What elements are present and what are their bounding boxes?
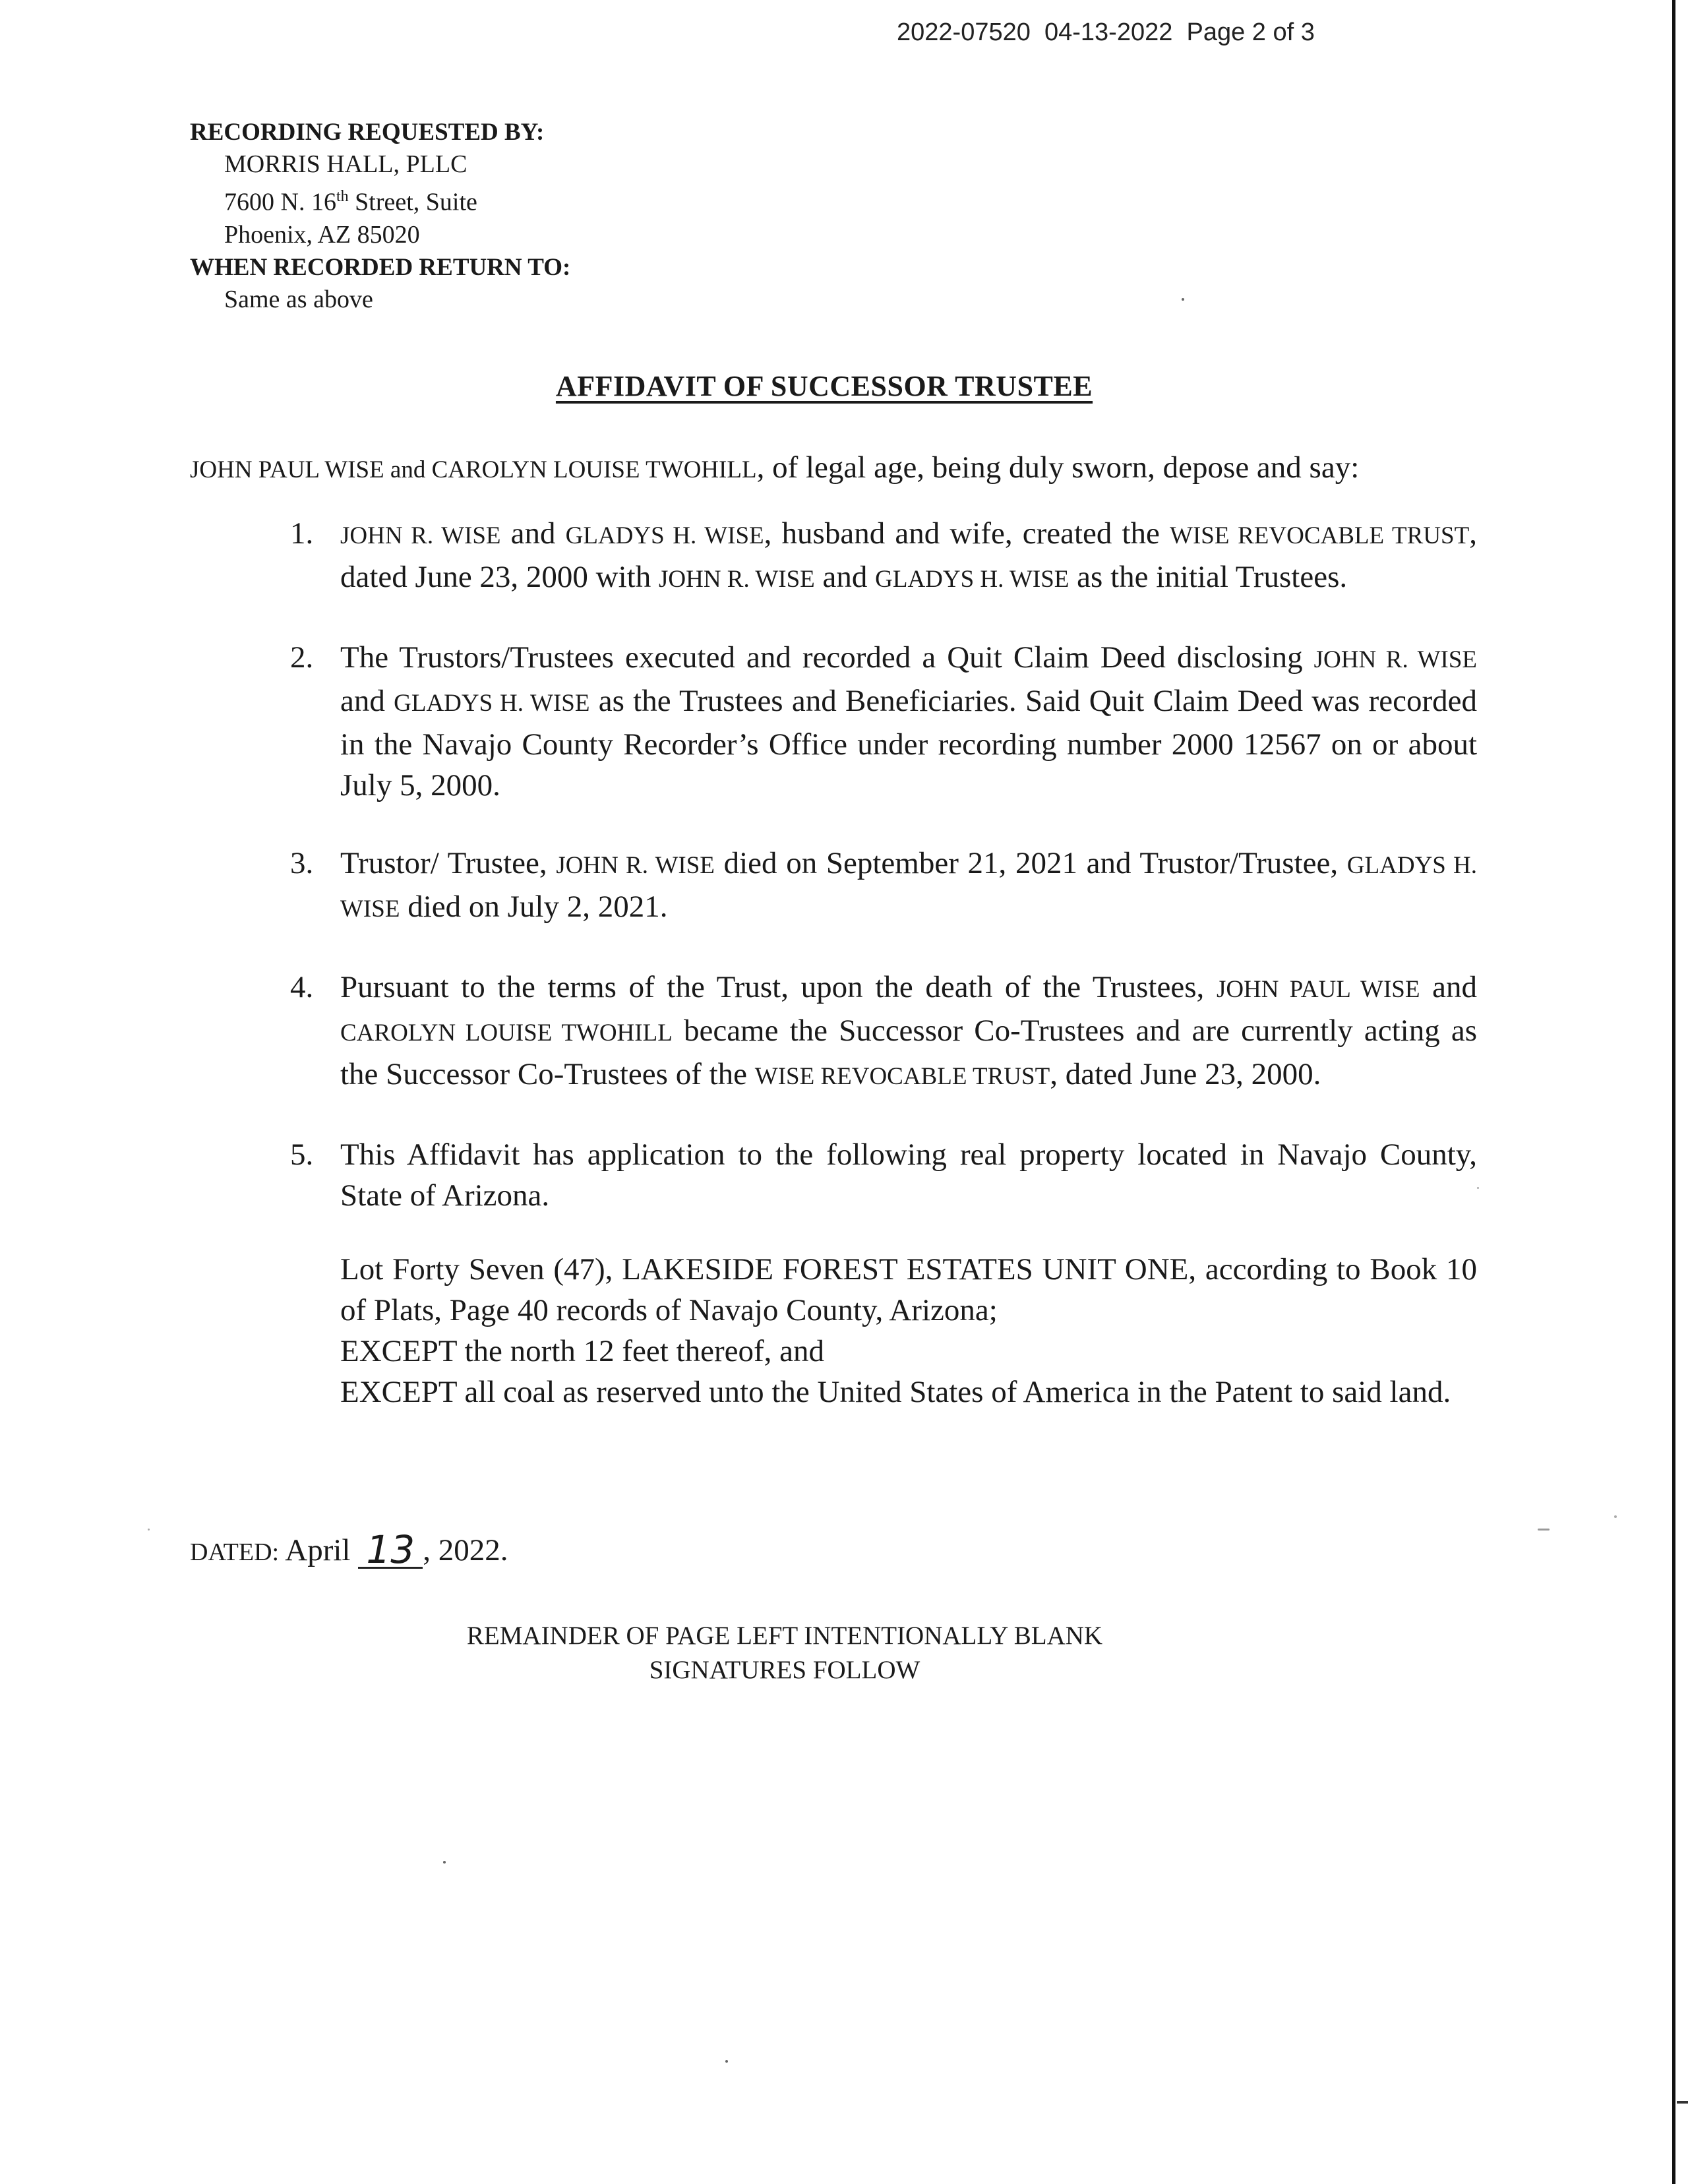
intro-text: , of legal age, being duly sworn, depose and say: [756, 450, 1360, 485]
item-number: 1. [290, 516, 314, 551]
intro-paragraph [190, 450, 1509, 485]
item-text-segment: died on September 21, 2021 and Trustor/Trustee, [714, 846, 1347, 880]
party-name: CAROLYN LOUISE TWOHILL [340, 1019, 673, 1046]
firm-name: MORRIS HALL, PLLC [224, 150, 467, 178]
document-number: 2022-07520 [897, 18, 1031, 46]
legal-description-line: EXCEPT all coal as reserved unto the United States of America in the Patent to said land. [340, 1375, 1451, 1409]
item-text-segment: , dated June 23, 2000 with [340, 516, 1477, 594]
item-text-segment: as the Trustees and Beneficiaries. Said Quit Claim Deed was recorded in the Navajo County Recorder’s Office under recording number 2000 12567 on or about July 5, 2000. [340, 684, 1477, 803]
item-text-segment: as the initial Trustees. [1069, 560, 1348, 594]
scan-speck [1538, 1529, 1550, 1531]
document-title: AFFIDAVIT OF SUCCESSOR TRUSTEE [555, 370, 1093, 402]
item-text-segment: Trustor/ Trustee, [340, 846, 557, 880]
legal-description-line: EXCEPT the north 12 feet thereof, and [340, 1334, 824, 1368]
handwritten-day: 13 [358, 1532, 423, 1569]
recording-date: 04-13-2022 [1044, 18, 1173, 46]
dated-line [190, 1527, 508, 1572]
party-name: GLADYS H. WISE [340, 852, 1478, 923]
item-text [340, 513, 1477, 600]
affidavit-item [277, 967, 1477, 1097]
dated-month: April [279, 1533, 359, 1567]
item-text-segment: and [340, 684, 394, 718]
item-text-segment: and [814, 560, 876, 594]
scan-speck [1477, 1187, 1479, 1189]
signatures-follow-line: SIGNATURES FOLLOW [649, 1656, 920, 1684]
street-rest: Street, Suite [348, 188, 477, 216]
affiant-names: JOHN PAUL WISE and CAROLYN LOUISE TWOHILL [190, 456, 757, 483]
scan-speck [443, 1861, 446, 1864]
party-name: JOHN R. WISE [556, 852, 715, 879]
recording-stamp-header [897, 18, 1315, 47]
firm-city: Phoenix, AZ 85020 [224, 220, 420, 249]
affidavit-item [277, 637, 1477, 806]
page-indicator: Page 2 of 3 [1186, 18, 1315, 46]
item-text [340, 843, 1477, 930]
item-text-segment: died on July 2, 2021. [400, 890, 668, 924]
party-name: JOHN R. WISE [1313, 646, 1477, 673]
scan-edge-line [1672, 0, 1675, 2184]
party-name: GLADYS H. WISE [875, 566, 1070, 593]
scan-speck [148, 1529, 150, 1531]
dated-year: , 2022. [423, 1533, 508, 1567]
party-name: WISE REVOCABLE TRUST [1170, 522, 1470, 549]
item-text-segment: Pursuant to the terms of the Trust, upon the death of the Trustees, [340, 970, 1217, 1004]
legal-description [340, 1249, 1477, 1412]
party-name: JOHN R. WISE [659, 566, 815, 593]
scan-speck [1614, 1515, 1617, 1518]
item-number: 5. [290, 1138, 314, 1172]
item-text-segment: , dated June 23, 2000. [1050, 1057, 1321, 1091]
street-ordinal: th [336, 188, 349, 205]
item-text-segment: This Affidavit has application to the following real property located in Navajo County, State of Arizona. [340, 1138, 1477, 1213]
item-number: 2. [290, 640, 314, 675]
recording-block [190, 116, 570, 316]
party-name: GLADYS H. WISE [394, 690, 590, 717]
scan-edge-tick [1677, 2101, 1688, 2104]
party-name: WISE REVOCABLE TRUST [754, 1063, 1050, 1090]
recording-requested-label: RECORDING REQUESTED BY: [190, 119, 545, 146]
scan-speck [1182, 298, 1184, 301]
item-text-segment: and [500, 516, 566, 551]
affidavit-item [277, 1134, 1477, 1412]
affidavit-item [277, 513, 1477, 600]
return-to-label: WHEN RECORDED RETURN TO: [190, 253, 571, 281]
item-text [340, 1134, 1477, 1216]
remainder-line: REMAINDER OF PAGE LEFT INTENTIONALLY BLANK [466, 1622, 1103, 1650]
affidavit-items [277, 513, 1477, 1449]
return-to-value: Same as above [224, 285, 373, 313]
street-number: 7600 N. 16 [224, 188, 336, 216]
party-name: JOHN R. WISE [340, 522, 501, 549]
item-text [340, 637, 1477, 806]
scan-speck [725, 2060, 728, 2063]
item-text [340, 967, 1477, 1097]
item-number: 3. [290, 846, 314, 880]
legal-description-line: Lot Forty Seven (47), LAKESIDE FOREST ESTATES UNIT ONE, according to Book 10 of Plats, Page 40 records of Navajo County, Arizona; [340, 1252, 1477, 1327]
party-name: GLADYS H. WISE [565, 522, 764, 549]
firm-street [190, 181, 570, 219]
item-text-segment: The Trustors/Trustees executed and recorded a Quit Claim Deed disclosing [340, 640, 1314, 675]
item-text-segment: became the Successor Co-Trustees and are currently acting as the Successor Co-Trustees of the [340, 1014, 1478, 1091]
affidavit-item [277, 843, 1477, 930]
dated-label: DATED: [190, 1538, 280, 1566]
item-text-segment: and [1420, 970, 1477, 1004]
remainder-notice [0, 1619, 1569, 1687]
item-text-segment: , husband and wife, created the [764, 516, 1170, 551]
party-name: JOHN PAUL WISE [1216, 976, 1420, 1003]
item-number: 4. [290, 970, 314, 1004]
